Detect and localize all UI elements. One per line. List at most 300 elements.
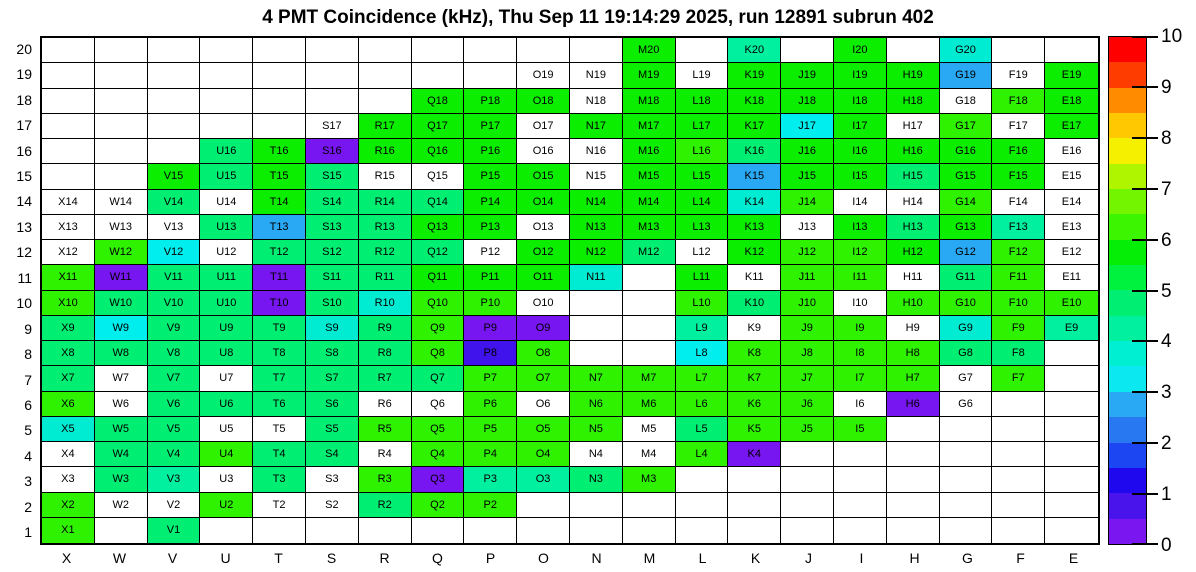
cell-R14: R14 (359, 190, 412, 215)
cell-T15: T15 (253, 164, 306, 189)
cell-V6: V6 (148, 392, 201, 417)
cell-O10: O10 (517, 291, 570, 316)
cell-L15: L15 (676, 164, 729, 189)
cell-N13: N13 (570, 215, 623, 240)
cell-S8: S8 (306, 341, 359, 366)
cell-S11: S11 (306, 265, 359, 290)
cell-S5: S5 (306, 417, 359, 442)
cell-K4: K4 (728, 442, 781, 467)
cell-G17: G17 (940, 114, 993, 139)
cell-S13: S13 (306, 215, 359, 240)
y-axis-label-18: 18 (16, 91, 32, 108)
cell-empty (359, 89, 412, 114)
cell-empty (253, 114, 306, 139)
cell-empty (95, 38, 148, 63)
cell-empty (464, 63, 517, 88)
cell-M5: M5 (623, 417, 676, 442)
x-axis-label-E: E (1068, 550, 1079, 566)
colorbar-band (1109, 468, 1146, 493)
cell-empty (148, 63, 201, 88)
cell-empty (676, 38, 729, 63)
cell-M3: M3 (623, 467, 676, 492)
cell-Q6: Q6 (412, 392, 465, 417)
cell-K18: K18 (728, 89, 781, 114)
cell-empty (887, 38, 940, 63)
cell-S4: S4 (306, 442, 359, 467)
cell-empty (1045, 366, 1098, 391)
cell-M16: M16 (623, 139, 676, 164)
cell-empty (940, 518, 993, 543)
cell-F16: F16 (992, 139, 1045, 164)
cell-U13: U13 (200, 215, 253, 240)
colorbar-tick (1132, 137, 1158, 139)
x-axis-label-W: W (112, 550, 127, 566)
cell-J8: J8 (781, 341, 834, 366)
cell-S7: S7 (306, 366, 359, 391)
cell-empty (1045, 341, 1098, 366)
cell-F11: F11 (992, 265, 1045, 290)
cell-empty (940, 442, 993, 467)
cell-E13: E13 (1045, 215, 1098, 240)
cell-V1: V1 (148, 518, 201, 543)
cell-empty (306, 518, 359, 543)
cell-U10: U10 (200, 291, 253, 316)
cell-O11: O11 (517, 265, 570, 290)
cell-empty (464, 38, 517, 63)
cell-K10: K10 (728, 291, 781, 316)
colorbar-band (1109, 519, 1146, 544)
cell-E15: E15 (1045, 164, 1098, 189)
cell-empty (781, 493, 834, 518)
y-axis-label-8: 8 (24, 346, 32, 363)
cell-U4: U4 (200, 442, 253, 467)
cell-U12: U12 (200, 240, 253, 265)
cell-G15: G15 (940, 164, 993, 189)
cell-Q14: Q14 (412, 190, 465, 215)
cell-G10: G10 (940, 291, 993, 316)
cell-G12: G12 (940, 240, 993, 265)
cell-empty (517, 518, 570, 543)
cell-T13: T13 (253, 215, 306, 240)
cell-W2: W2 (95, 493, 148, 518)
cell-N7: N7 (570, 366, 623, 391)
cell-empty (306, 38, 359, 63)
cell-K15: K15 (728, 164, 781, 189)
cell-empty (834, 467, 887, 492)
colorbar-tick (1132, 36, 1158, 38)
y-axis-label-5: 5 (24, 422, 32, 439)
cell-empty (95, 164, 148, 189)
y-axis-label-12: 12 (16, 244, 32, 261)
cell-L14: L14 (676, 190, 729, 215)
cell-O8: O8 (517, 341, 570, 366)
cell-N14: N14 (570, 190, 623, 215)
colorbar-tick-label-10: 10 (1161, 26, 1183, 47)
cell-F7: F7 (992, 366, 1045, 391)
cell-F17: F17 (992, 114, 1045, 139)
cell-empty (200, 518, 253, 543)
cell-empty (148, 38, 201, 63)
cell-G18: G18 (940, 89, 993, 114)
cell-P17: P17 (464, 114, 517, 139)
x-axis-label-G: G (962, 550, 973, 566)
cell-R5: R5 (359, 417, 412, 442)
cell-F14: F14 (992, 190, 1045, 215)
cell-empty (253, 38, 306, 63)
cell-V5: V5 (148, 417, 201, 442)
cell-G19: G19 (940, 63, 993, 88)
cell-K6: K6 (728, 392, 781, 417)
cell-S15: S15 (306, 164, 359, 189)
cell-N17: N17 (570, 114, 623, 139)
cell-H7: H7 (887, 366, 940, 391)
cell-E11: E11 (1045, 265, 1098, 290)
cell-M18: M18 (623, 89, 676, 114)
cell-X14: X14 (42, 190, 95, 215)
x-axis-label-P: P (485, 550, 496, 566)
cell-empty (728, 493, 781, 518)
cell-empty (676, 518, 729, 543)
cell-Q12: Q12 (412, 240, 465, 265)
cell-T10: T10 (253, 291, 306, 316)
cell-X8: X8 (42, 341, 95, 366)
cell-empty (887, 518, 940, 543)
cell-N6: N6 (570, 392, 623, 417)
colorbar-tick-label-8: 8 (1161, 127, 1172, 149)
x-axis-label-T: T (274, 550, 283, 566)
cell-empty (623, 316, 676, 341)
cell-empty (253, 63, 306, 88)
y-axis-label-20: 20 (16, 40, 32, 57)
cell-empty (42, 89, 95, 114)
cell-empty (42, 114, 95, 139)
cell-M12: M12 (623, 240, 676, 265)
cell-N16: N16 (570, 139, 623, 164)
cell-M20: M20 (623, 38, 676, 63)
cell-W10: W10 (95, 291, 148, 316)
cell-F10: F10 (992, 291, 1045, 316)
y-axis-label-9: 9 (24, 320, 32, 337)
y-axis-label-11: 11 (17, 269, 32, 286)
cell-empty (992, 442, 1045, 467)
cell-Q4: Q4 (412, 442, 465, 467)
cell-E10: E10 (1045, 291, 1098, 316)
cell-empty (570, 493, 623, 518)
cell-O19: O19 (517, 63, 570, 88)
cell-K19: K19 (728, 63, 781, 88)
colorbar-tick-label-0: 0 (1161, 535, 1172, 556)
cell-empty (95, 518, 148, 543)
cell-E12: E12 (1045, 240, 1098, 265)
cell-Q16: Q16 (412, 139, 465, 164)
cell-G8: G8 (940, 341, 993, 366)
cell-R7: R7 (359, 366, 412, 391)
cell-R3: R3 (359, 467, 412, 492)
cell-I11: I11 (834, 265, 887, 290)
colorbar-tick (1132, 543, 1158, 545)
cell-empty (464, 518, 517, 543)
cell-T8: T8 (253, 341, 306, 366)
cell-N11: N11 (570, 265, 623, 290)
cell-L11: L11 (676, 265, 729, 290)
cell-N3: N3 (570, 467, 623, 492)
cell-U7: U7 (200, 366, 253, 391)
cell-K11: K11 (728, 265, 781, 290)
cell-F15: F15 (992, 164, 1045, 189)
cell-N5: N5 (570, 417, 623, 442)
cell-U16: U16 (200, 139, 253, 164)
y-axis-label-1: 1 (24, 524, 32, 541)
cell-O14: O14 (517, 190, 570, 215)
cell-K20: K20 (728, 38, 781, 63)
cell-empty (412, 518, 465, 543)
cell-J16: J16 (781, 139, 834, 164)
cell-O17: O17 (517, 114, 570, 139)
cell-X2: X2 (42, 493, 95, 518)
cell-empty (200, 63, 253, 88)
cell-empty (623, 493, 676, 518)
cell-K12: K12 (728, 240, 781, 265)
cell-M7: M7 (623, 366, 676, 391)
cell-empty (992, 493, 1045, 518)
cell-empty (412, 38, 465, 63)
cell-F19: F19 (992, 63, 1045, 88)
cell-V14: V14 (148, 190, 201, 215)
cell-empty (570, 291, 623, 316)
x-axis-label-I: I (859, 550, 864, 566)
cell-R6: R6 (359, 392, 412, 417)
cell-I15: I15 (834, 164, 887, 189)
cell-I6: I6 (834, 392, 887, 417)
cell-H15: H15 (887, 164, 940, 189)
cell-S10: S10 (306, 291, 359, 316)
cell-V10: V10 (148, 291, 201, 316)
cell-V15: V15 (148, 164, 201, 189)
cell-S16: S16 (306, 139, 359, 164)
cell-W3: W3 (95, 467, 148, 492)
cell-W5: W5 (95, 417, 148, 442)
cell-T4: T4 (253, 442, 306, 467)
cell-empty (1045, 417, 1098, 442)
cell-empty (623, 291, 676, 316)
cell-empty (992, 392, 1045, 417)
colorbar-tick-label-6: 6 (1161, 229, 1172, 251)
y-axis-label-2: 2 (24, 498, 32, 515)
cell-V8: V8 (148, 341, 201, 366)
cell-P18: P18 (464, 89, 517, 114)
cell-empty (940, 467, 993, 492)
cell-G20: G20 (940, 38, 993, 63)
cell-P5: P5 (464, 417, 517, 442)
cell-E9: E9 (1045, 316, 1098, 341)
cell-empty (728, 518, 781, 543)
colorbar-band (1109, 341, 1146, 366)
cell-S6: S6 (306, 392, 359, 417)
cell-empty (253, 89, 306, 114)
cell-P15: P15 (464, 164, 517, 189)
cell-empty (623, 341, 676, 366)
x-axis-label-O: O (538, 550, 549, 566)
cell-Q5: Q5 (412, 417, 465, 442)
cell-K17: K17 (728, 114, 781, 139)
cell-empty (940, 493, 993, 518)
cell-Q10: Q10 (412, 291, 465, 316)
cell-P10: P10 (464, 291, 517, 316)
cell-empty (1045, 467, 1098, 492)
cell-empty (834, 518, 887, 543)
cell-P16: P16 (464, 139, 517, 164)
cell-empty (412, 63, 465, 88)
colorbar-band (1109, 62, 1146, 87)
cell-K14: K14 (728, 190, 781, 215)
cell-R4: R4 (359, 442, 412, 467)
cell-U2: U2 (200, 493, 253, 518)
cell-X5: X5 (42, 417, 95, 442)
cell-P7: P7 (464, 366, 517, 391)
cell-Q11: Q11 (412, 265, 465, 290)
cell-K7: K7 (728, 366, 781, 391)
colorbar-band (1109, 417, 1146, 442)
cell-O4: O4 (517, 442, 570, 467)
y-axis-label-13: 13 (16, 218, 32, 235)
cell-G14: G14 (940, 190, 993, 215)
cell-Q9: Q9 (412, 316, 465, 341)
cell-empty (992, 38, 1045, 63)
cell-X13: X13 (42, 215, 95, 240)
cell-E19: E19 (1045, 63, 1098, 88)
cell-L6: L6 (676, 392, 729, 417)
cell-U9: U9 (200, 316, 253, 341)
cell-I20: I20 (834, 38, 887, 63)
colorbar-tick (1132, 442, 1158, 444)
cell-empty (940, 417, 993, 442)
cell-T2: T2 (253, 493, 306, 518)
colorbar-band (1109, 138, 1146, 163)
x-axis-label-V: V (167, 550, 178, 566)
cell-H16: H16 (887, 139, 940, 164)
cell-empty (200, 38, 253, 63)
cell-N15: N15 (570, 164, 623, 189)
cell-W9: W9 (95, 316, 148, 341)
cell-P8: P8 (464, 341, 517, 366)
y-axis-label-3: 3 (24, 473, 32, 490)
cell-J19: J19 (781, 63, 834, 88)
cell-L5: L5 (676, 417, 729, 442)
cell-T3: T3 (253, 467, 306, 492)
cell-H13: H13 (887, 215, 940, 240)
cell-S9: S9 (306, 316, 359, 341)
cell-P9: P9 (464, 316, 517, 341)
cell-O13: O13 (517, 215, 570, 240)
y-axis-label-19: 19 (16, 66, 32, 83)
cell-empty (623, 518, 676, 543)
cell-X12: X12 (42, 240, 95, 265)
cell-empty (95, 139, 148, 164)
colorbar-band (1109, 366, 1146, 391)
cell-empty (781, 518, 834, 543)
cell-empty (517, 493, 570, 518)
cell-M15: M15 (623, 164, 676, 189)
cell-S17: S17 (306, 114, 359, 139)
cell-P11: P11 (464, 265, 517, 290)
colorbar-band (1109, 392, 1146, 417)
cell-J7: J7 (781, 366, 834, 391)
cell-U8: U8 (200, 341, 253, 366)
x-axis-label-J: J (805, 550, 812, 566)
cell-empty (148, 89, 201, 114)
cell-J12: J12 (781, 240, 834, 265)
cell-U11: U11 (200, 265, 253, 290)
colorbar-band (1109, 493, 1146, 518)
cell-empty (570, 341, 623, 366)
cell-H19: H19 (887, 63, 940, 88)
cell-T7: T7 (253, 366, 306, 391)
cell-L18: L18 (676, 89, 729, 114)
cell-empty (992, 518, 1045, 543)
cell-J13: J13 (781, 215, 834, 240)
colorbar-tick (1132, 239, 1158, 241)
colorbar-band (1109, 37, 1146, 62)
cell-U6: U6 (200, 392, 253, 417)
cell-empty (676, 467, 729, 492)
cell-T14: T14 (253, 190, 306, 215)
cell-X7: X7 (42, 366, 95, 391)
cell-V9: V9 (148, 316, 201, 341)
cell-I5: I5 (834, 417, 887, 442)
cell-G16: G16 (940, 139, 993, 164)
cell-H10: H10 (887, 291, 940, 316)
cell-H9: H9 (887, 316, 940, 341)
cell-V2: V2 (148, 493, 201, 518)
cell-J15: J15 (781, 164, 834, 189)
cell-P3: P3 (464, 467, 517, 492)
cell-G13: G13 (940, 215, 993, 240)
colorbar-band (1109, 316, 1146, 341)
cell-V11: V11 (148, 265, 201, 290)
x-axis-label-S: S (326, 550, 337, 566)
cell-empty (200, 114, 253, 139)
cell-O5: O5 (517, 417, 570, 442)
cell-empty (42, 139, 95, 164)
cell-empty (834, 442, 887, 467)
cell-I10: I10 (834, 291, 887, 316)
cell-Q2: Q2 (412, 493, 465, 518)
cell-L4: L4 (676, 442, 729, 467)
cell-empty (992, 467, 1045, 492)
cell-O7: O7 (517, 366, 570, 391)
cell-empty (781, 442, 834, 467)
colorbar-tick (1132, 493, 1158, 495)
cell-X9: X9 (42, 316, 95, 341)
cell-R16: R16 (359, 139, 412, 164)
cell-empty (570, 316, 623, 341)
cell-R9: R9 (359, 316, 412, 341)
cell-I16: I16 (834, 139, 887, 164)
cell-E14: E14 (1045, 190, 1098, 215)
cell-W13: W13 (95, 215, 148, 240)
cell-I12: I12 (834, 240, 887, 265)
cell-S2: S2 (306, 493, 359, 518)
cell-empty (1045, 38, 1098, 63)
heatmap-grid (40, 36, 1100, 545)
cell-M6: M6 (623, 392, 676, 417)
cell-I14: I14 (834, 190, 887, 215)
colorbar-tick (1132, 188, 1158, 190)
cell-M19: M19 (623, 63, 676, 88)
y-axis-label-17: 17 (16, 117, 32, 134)
cell-N4: N4 (570, 442, 623, 467)
cell-empty (95, 89, 148, 114)
